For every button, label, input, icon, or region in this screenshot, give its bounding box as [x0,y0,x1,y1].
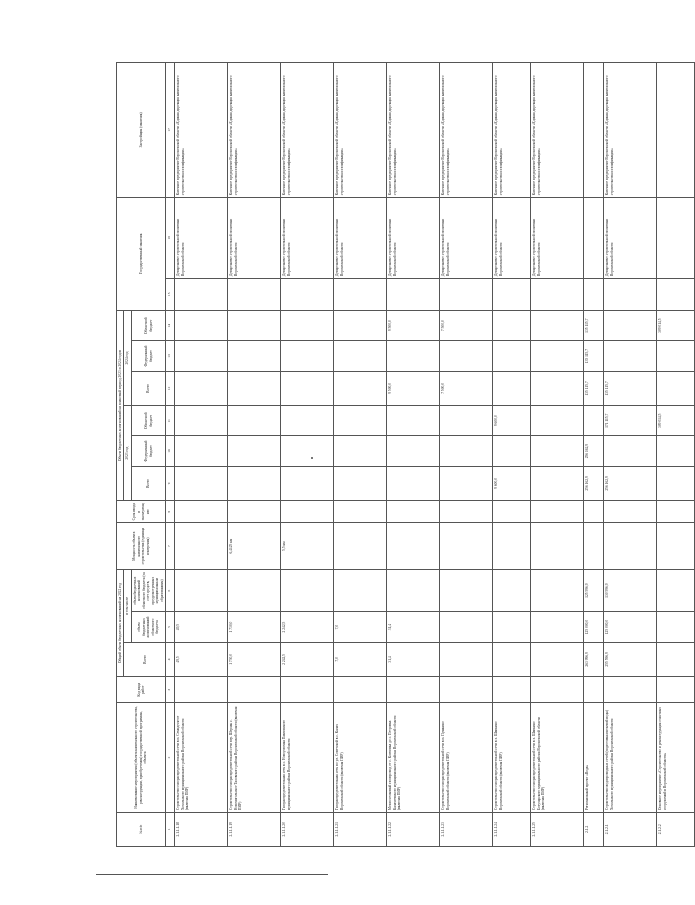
row-reg [493,612,531,642]
row-code [584,677,604,703]
column-number: 6 [166,569,175,612]
row-period [334,501,387,523]
row-num: 2.1.2.1 [604,812,657,846]
row-customer: Департамент строительной политики Воронежской области [387,197,440,278]
row-fed-2023 [228,436,281,466]
header-sub2: объем бюджетных ассигнований областного бюджета (за счет средств, предусмотренных муниципальным образованиям) [131,569,165,612]
row-fed-2023 [604,436,657,466]
row-reg-2023 [440,406,493,436]
row-num: 2.1.2.2 [657,812,695,846]
header-total-2023: Всего [131,466,165,500]
column-number: 7 [166,523,175,570]
row-code [387,677,440,703]
row-code [493,677,531,703]
row-name: Межпоселковый газопровод от с. Клеповка до с. Петровка Калачеевского муниципального района Воронежской области (включая ПИР) [387,703,440,812]
row-fed-2024 [387,341,440,371]
table-row [531,63,584,847]
column-number: 1 [166,812,175,846]
row-num: 2.1.1.1.21 [334,812,387,846]
row-fed-2023 [334,436,387,466]
table-body [175,63,695,847]
row-fed-2024 [531,341,584,371]
row-period [657,501,695,523]
row-customer [657,197,695,278]
row-name: Региональный проект «Вода» [584,703,604,812]
row-total-2024 [175,371,228,405]
row-fed-2023: 256 162,9 [584,436,604,466]
row-reg2 [657,569,695,612]
row-capacity [493,523,531,570]
row-total: 7,0 [334,642,387,676]
header-num: № п/п [117,812,166,846]
row-blank [175,278,228,310]
table-row [334,63,387,847]
row-total [657,642,695,676]
row-period [281,501,334,523]
row-total: 49,5 [175,642,228,676]
row-fed-2023 [281,436,334,466]
row-developer: Казенное предприятие Воронежской области «Единая дирекция капитального строительства и газификации» [493,63,531,198]
header-total-cost: Общий объем бюджетных ассигнований на 2022 год [117,569,124,676]
row-developer: Казенное предприятие Воронежской области «Единая дирекция капитального строительства и газификации» [334,63,387,198]
header-total-all: Всего [124,642,166,676]
row-reg2 [281,569,334,612]
header-funding: Объем бюджетных ассигнований на плановый период 2023 и 2024 годов [117,310,124,500]
row-num: 2.1.1.1.19 [228,812,281,846]
row-capacity [531,523,584,570]
header-developer: Застройщик (заказчик) [117,63,166,198]
row-code [657,677,695,703]
column-number: 17 [166,63,175,198]
row-reg: 125 000,0 [584,612,604,642]
row-customer: Департамент строительной политики Воронежской области [228,197,281,278]
row-reg2 [228,569,281,612]
row-total-2023 [440,466,493,500]
row-reg [657,612,695,642]
column-number: 15 [166,278,175,310]
row-period [493,501,531,523]
row-blank [228,278,281,310]
table-row [175,63,228,847]
column-number: 14 [166,310,175,340]
table-row [584,63,604,847]
row-reg: 7,0 [334,612,387,642]
row-reg-2023 [228,406,281,436]
table-row [493,63,531,847]
row-reg-2024 [228,310,281,340]
column-number: 2 [166,703,175,812]
row-reg-2023 [387,406,440,436]
row-capacity: 6,4125 км [228,523,281,570]
row-total-2023 [657,466,695,500]
header-fed-2023: Федеральный бюджет [131,436,165,466]
row-fed-2023 [531,436,584,466]
row-fed-2023 [175,436,228,466]
row-code [228,677,281,703]
row-developer: Казенное предприятие Воронежской области «Единая дирекция капитального строительства и газификации» [531,63,584,198]
row-total-2024 [531,371,584,405]
row-reg-2024 [175,310,228,340]
row-developer: Казенное предприятие Воронежской области «Единая дирекция капитального строительства и газификации» [440,63,493,198]
row-num: 2.1.2 [584,812,604,846]
row-code [281,677,334,703]
header-reg-2024: Областной бюджет [131,310,165,340]
row-fed-2024 [440,341,493,371]
row-developer: Казенное предприятие Воронежской области «Единая дирекция капитального строительства и газификации» [281,63,334,198]
row-reg-2023 [584,406,604,436]
row-reg-2023: 9 600,0 [493,406,531,436]
table-row [604,63,657,847]
row-name: Строительство газораспределительной сети в х. Шапкино Богучарского муниципального района Воронежской области (включая ПИР) [531,703,584,812]
row-fed-2023 [387,436,440,466]
row-fed-2024 [493,341,531,371]
row-developer: Казенное предприятие Воронежской области «Единая дирекция капитального строительства и газификации» [228,63,281,198]
column-number: 12 [166,371,175,405]
row-total-2024 [281,371,334,405]
row-reg-2024 [281,310,334,340]
row-total-2023 [281,466,334,500]
column-number: 9 [166,466,175,500]
row-blank [531,278,584,310]
row-num: 2.1.1.1.22 [387,812,440,846]
row-period [440,501,493,523]
row-total [440,642,493,676]
row-customer: Департамент строительной политики Воронежской области [334,197,387,278]
header-sub1: объем бюджетных ассигнований областного бюджета [131,612,165,642]
column-number-row [166,63,175,847]
row-capacity [584,523,604,570]
header-code: Код вида работ [117,677,166,703]
row-reg-2024: 135 115,7 [584,310,604,340]
table-row [440,63,493,847]
row-fed-2023 [440,436,493,466]
row-developer: Казенное предприятие Воронежской области «Единая дирекция капитального строительства и газификации» [604,63,657,198]
row-capacity [175,523,228,570]
row-reg-2023 [281,406,334,436]
row-reg2 [531,569,584,612]
column-number: 11 [166,406,175,436]
row-name: Основное мероприятие «Строительство и реконструкция очистных сооружений в Воронежской области» [657,703,695,812]
row-capacity [387,523,440,570]
header-year-2024: 2024 год [124,310,131,405]
table-row [387,63,440,847]
row-capacity [440,523,493,570]
row-code [175,677,228,703]
row-name: Строительство газораспределительной сети в х. Шапкино Воронежской области (включая ПИР) [493,703,531,812]
row-reg [440,612,493,642]
row-num: 2.1.1.1.23 [440,812,493,846]
row-total-2024 [334,371,387,405]
row-developer: Казенное предприятие Воронежской области «Единая дирекция капитального строительства и газификации» [175,63,228,198]
row-fed-2024 [334,341,387,371]
row-reg: 49,5 [175,612,228,642]
row-reg-2024 [334,310,387,340]
row-period [531,501,584,523]
row-blank [493,278,531,310]
row-reg: 2 242,5 [281,612,334,642]
row-total-2024 [228,371,281,405]
row-blank [657,278,695,310]
row-fed-2024: 135 115,7 [584,341,604,371]
row-developer [584,63,604,198]
row-name: Строительство газораспределительной сети пер. Шерлак с. Новочигольское Таловского района Воронежской области (включая ПИР) [228,703,281,812]
row-fed-2023 [493,436,531,466]
row-reg2 [440,569,493,612]
row-customer: Департамент строительной политики Воронежской области [281,197,334,278]
row-capacity: 5,5 км [281,523,334,570]
row-code [440,677,493,703]
row-reg2 [334,569,387,612]
row-reg: 125 000,0 [604,612,657,642]
column-number: 4 [166,642,175,676]
row-reg2 [493,569,531,612]
row-capacity [604,523,657,570]
header-reg-2023: Областной бюджет [131,406,165,436]
row-period [604,501,657,523]
row-fed-2024 [228,341,281,371]
row-total-2024: 7 500,0 [440,371,493,405]
row-code [531,677,584,703]
table-row [657,63,695,847]
row-blank [440,278,493,310]
row-blank [584,278,604,310]
row-code [604,677,657,703]
row-customer: Департамент строительной политики Воронежской области [604,197,657,278]
column-number: 8 [166,501,175,523]
row-developer: Казенное предприятие Воронежской области «Единая дирекция капитального строительства и газификации» [387,63,440,198]
row-reg-2023: 309 014,5 [657,406,695,436]
row-total: 31,4 [387,642,440,676]
row-fed-2024 [281,341,334,371]
row-reg2: 130 596,9 [604,569,657,612]
row-customer: Департамент строительной политики Воронежской области [493,197,531,278]
row-name: Строительство газораспределительной сети в п. Семидесятое Хохольского муниципального района Воронежской области (включая ПИР) [175,703,228,812]
row-total-2023: 9 600,0 [493,466,531,500]
row-customer: Департамент строительной политики Воронежской области [531,197,584,278]
row-reg2 [175,569,228,612]
column-number: 16 [166,197,175,278]
row-total: 263 996,9 [584,642,604,676]
row-blank [604,278,657,310]
column-number: 5 [166,612,175,642]
row-total-2024: 9 500,0 [387,371,440,405]
row-total-2024 [493,371,531,405]
row-num: 2.1.1.1.18 [175,812,228,846]
row-period [387,501,440,523]
row-total [493,642,531,676]
row-fed-2024 [604,341,657,371]
column-number: 13 [166,341,175,371]
row-reg-2023: 171 115,7 [604,406,657,436]
rotated-table-wrapper [116,62,667,847]
row-customer [584,197,604,278]
row-reg-2024 [604,310,657,340]
row-total: 1 730,0 [228,642,281,676]
row-total-2023 [387,466,440,500]
row-period [584,501,604,523]
column-number: 3 [166,677,175,703]
row-period [228,501,281,523]
row-reg-2024: 309 014,5 [657,310,695,340]
row-reg: 31,4 [387,612,440,642]
row-name: Строительство газораспределительной сети в п. Пушкино Воронежской области (включая ПИР) [440,703,493,812]
row-total-2023 [334,466,387,500]
row-name: Газораспределительная сеть в с. Новоуспенка Павловского муниципального района Воронежской области [281,703,334,812]
row-total-2023 [228,466,281,500]
table-row [228,63,281,847]
row-total-2023 [175,466,228,500]
investment-table [116,62,695,847]
row-blank [334,278,387,310]
row-total-2023 [531,466,584,500]
row-name: Строительство водопроводных сетей (подготовка питьевой воды) Хохольского муниципального района Воронежской области [604,703,657,812]
header-year-2023: 2023 год [124,406,131,501]
row-reg-2023 [175,406,228,436]
header-period: Срок ввода в эксплуатацию [117,501,166,523]
column-number: 10 [166,436,175,466]
stray-mark [311,457,313,459]
row-total-2024: 135 115,7 [604,371,657,405]
row-fed-2023 [657,436,695,466]
row-total-2023: 256 162,9 [604,466,657,500]
row-fed-2024 [175,341,228,371]
header-name: Наименование мероприятия (объекта капитального строительства, реконструкции, приобретения) государственной программы, объекта [117,703,166,812]
row-reg-2024 [531,310,584,340]
header-capacity: Мощность объекта капитального строительства (единица измерения) [117,523,166,570]
row-reg-2023 [334,406,387,436]
row-blank [387,278,440,310]
row-num: 2.1.1.1.24 [493,812,531,846]
row-developer [657,63,695,198]
row-reg-2024: 7 500,0 [440,310,493,340]
header-total-2024: Всего [131,371,165,405]
row-fed-2024 [657,341,695,371]
row-reg-2024: 9 500,0 [387,310,440,340]
row-total [531,642,584,676]
row-reg2 [387,569,440,612]
row-reg [531,612,584,642]
footnote-separator-line [96,874,328,875]
row-total-2024 [657,371,695,405]
row-reg2: 125 596,9 [584,569,604,612]
row-capacity [657,523,695,570]
row-code [334,677,387,703]
header-incl: в том числе [124,569,131,642]
row-name: Газораспределительная сеть по ул. Советской в с. Калач Воронежской области (включая ПИР) [334,703,387,812]
row-total: 2 242,5 [281,642,334,676]
header-customer: Государственный заказчик [117,197,166,310]
row-total: 255 596,9 [604,642,657,676]
table-row [281,63,334,847]
header-fed-2024: Федеральный бюджет [131,341,165,371]
row-capacity [334,523,387,570]
row-reg-2024 [493,310,531,340]
row-reg: 1 730,0 [228,612,281,642]
row-reg-2023 [531,406,584,436]
row-customer: Департамент строительной политики Воронежской области [175,197,228,278]
row-period [175,501,228,523]
row-num: 2.1.1.1.20 [281,812,334,846]
row-total-2024: 135 115,7 [584,371,604,405]
row-total-2023: 256 162,9 [584,466,604,500]
row-blank [281,278,334,310]
row-num: 2.1.1.1.25 [531,812,584,846]
row-customer: Департамент строительной политики Воронежской области [440,197,493,278]
